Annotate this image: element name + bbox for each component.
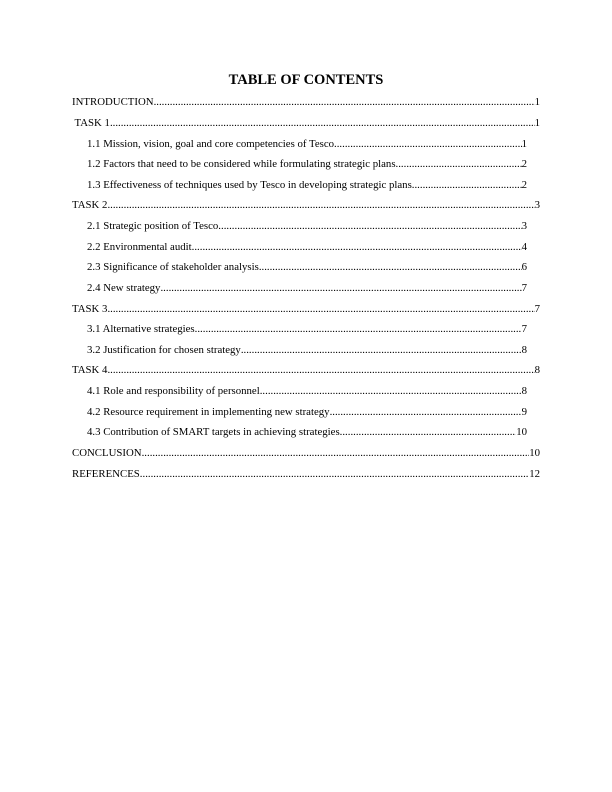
toc-entry-page: 2 xyxy=(521,179,527,191)
toc-entry-text: 2.2 Environmental audit xyxy=(87,241,192,253)
toc-entry-text: 1.1 Mission, vision, goal and core competencies of Tesco xyxy=(87,138,335,150)
dot-leader xyxy=(330,405,522,419)
toc-entry-2-2[interactable] xyxy=(87,240,527,254)
dot-leader xyxy=(218,219,521,233)
dot-leader xyxy=(192,240,522,254)
toc-entry-text: TASK 1 xyxy=(72,117,110,129)
toc-entry-page: 9 xyxy=(521,406,527,418)
toc-entry-text: 2.3 Significance of stakeholder analysis xyxy=(87,261,259,273)
toc-entry-page: 7 xyxy=(534,303,540,315)
dot-leader xyxy=(396,157,522,171)
toc-entry-1-1[interactable] xyxy=(87,137,527,151)
toc-entry-text: 2.1 Strategic position of Tesco xyxy=(87,220,219,232)
dot-leader xyxy=(334,137,522,151)
dot-leader xyxy=(154,95,535,109)
toc-entry-page: 10 xyxy=(529,447,540,459)
toc-entry-text: 3.2 Justification for chosen strategy xyxy=(87,344,241,356)
dot-leader xyxy=(195,322,522,336)
dot-leader xyxy=(140,467,529,481)
toc-entry-3-1[interactable] xyxy=(87,322,527,336)
toc-title: TABLE OF CONTENTS xyxy=(228,72,384,88)
toc-entry-text: TASK 3 xyxy=(72,303,108,315)
toc-entry-page: 1 xyxy=(521,138,527,150)
toc-entry-task-3[interactable] xyxy=(72,302,540,316)
toc-entry-3-2[interactable] xyxy=(87,343,527,357)
toc-entry-text: REFERENCES xyxy=(72,468,140,480)
toc-entry-page: 1 xyxy=(534,117,540,129)
toc-entry-4-1[interactable] xyxy=(87,384,527,398)
toc-entry-conclusion[interactable] xyxy=(72,446,540,460)
toc-entry-text: 4.1 Role and responsibility of personnel xyxy=(87,385,260,397)
toc-entry-page: 7 xyxy=(521,323,527,335)
toc-entry-2-4[interactable] xyxy=(87,281,527,295)
toc-entry-text: CONCLUSION xyxy=(72,447,142,459)
dot-leader xyxy=(107,198,534,212)
dot-leader xyxy=(260,384,522,398)
toc-entry-text: 1.3 Effectiveness of techniques used by Tesco in developing strategic plans xyxy=(87,179,412,191)
toc-entry-text: TASK 2 xyxy=(72,199,108,211)
toc-entry-text: INTRODUCTION xyxy=(72,96,154,108)
toc-entry-page: 1 xyxy=(534,96,540,108)
toc-entry-task-2[interactable] xyxy=(72,198,540,212)
toc-entry-2-1[interactable] xyxy=(87,219,527,233)
toc-entry-page: 8 xyxy=(521,385,527,397)
toc-entry-text: 4.3 Contribution of SMART targets in achieving strategies xyxy=(87,426,340,438)
dot-leader xyxy=(340,425,517,439)
toc-entry-page: 3 xyxy=(534,199,540,211)
toc-entry-task-1[interactable] xyxy=(72,116,540,130)
toc-entry-4-3[interactable] xyxy=(87,425,527,439)
dot-leader xyxy=(412,178,522,192)
toc-entry-references[interactable] xyxy=(72,467,540,481)
toc-entry-page: 2 xyxy=(521,158,527,170)
toc-entry-page: 4 xyxy=(521,241,527,253)
dot-leader xyxy=(259,260,522,274)
dot-leader xyxy=(241,343,522,357)
toc-entry-text: 2.4 New strategy xyxy=(87,282,161,294)
dot-leader xyxy=(107,302,534,316)
toc-entry-text: 3.1 Alternative strategies xyxy=(87,323,195,335)
toc-entry-page: 12 xyxy=(529,468,540,480)
toc-entry-page: 10 xyxy=(516,426,527,438)
toc-entry-task-4[interactable] xyxy=(72,363,540,377)
toc-entry-1-3[interactable] xyxy=(87,178,527,192)
toc-entry-1-2[interactable] xyxy=(87,157,527,171)
dot-leader xyxy=(160,281,521,295)
toc-entry-page: 7 xyxy=(521,282,527,294)
dot-leader xyxy=(110,116,535,130)
toc-entry-page: 6 xyxy=(521,261,527,273)
toc-entry-text: 1.2 Factors that need to be considered while formulating strategic plans xyxy=(87,158,396,170)
toc-entry-text: 4.2 Resource requirement in implementing new strategy xyxy=(87,406,330,418)
toc-entry-page: 3 xyxy=(521,220,527,232)
toc-entry-2-3[interactable] xyxy=(87,260,527,274)
toc-entry-text: TASK 4 xyxy=(72,364,108,376)
toc-entry-introduction[interactable] xyxy=(72,95,540,109)
toc-entry-page: 8 xyxy=(521,344,527,356)
dot-leader xyxy=(107,363,534,377)
toc-entry-4-2[interactable] xyxy=(87,405,527,419)
dot-leader xyxy=(142,446,530,460)
toc-entry-page: 8 xyxy=(534,364,540,376)
